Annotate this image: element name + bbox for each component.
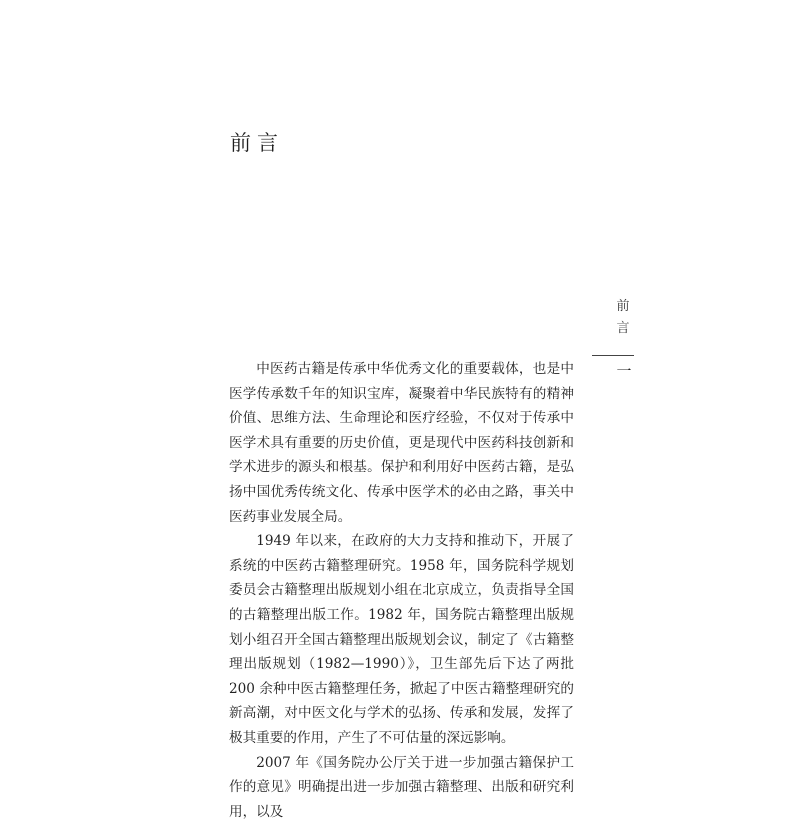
running-head-rule — [592, 355, 634, 356]
running-head-char: 前 — [612, 296, 634, 318]
running-head-char: 言 — [612, 318, 634, 340]
running-head — [612, 296, 634, 340]
page-title: 前言 — [230, 127, 284, 157]
body-text — [229, 357, 574, 824]
paragraph: 2007 年《国务院办公厅关于进一步加强古籍保护工作的意见》明确提出进一步加强古籍整理、出版和研究利用，以及 — [229, 751, 574, 824]
page-number: 一 — [612, 360, 636, 381]
paragraph: 中医药古籍是传承中华优秀文化的重要载体，也是中医学传承数千年的知识宝库，凝聚着中华民族特有的精神价值、思维方法、生命理论和医疗经验，不仅对于传承中医学术具有重要的历史价值，更是现代中医药科技创新和学术进步的源头和根基。保护和利用好中医药古籍，是弘扬中国优秀传统文化、传承中医学术的必由之路，事关中医药事业发展全局。 — [229, 357, 574, 529]
paragraph: 1949 年以来，在政府的大力支持和推动下，开展了系统的中医药古籍整理研究。1958 年，国务院科学规划委员会古籍整理出版规划小组在北京成立，负责指导全国的古籍整理出版工作。1982 年，国务院古籍整理出版规划小组召开全国古籍整理出版规划会议，制定了《古籍整理出版规划（1982—1990）》，卫生部先后下达了两批 200 余种中医古籍整理任务，掀起了中医古籍整理研究的新高潮，对中医文化与学术的弘扬、传承和发展，发挥了极其重要的作用，产生了不可估量的深远影响。 — [229, 529, 574, 750]
